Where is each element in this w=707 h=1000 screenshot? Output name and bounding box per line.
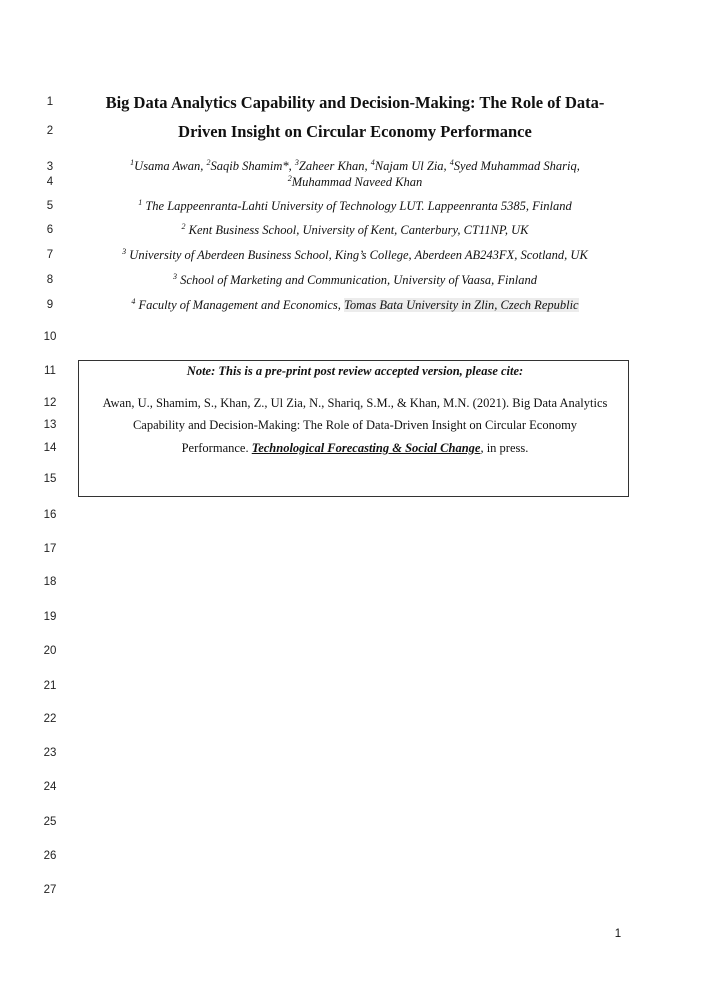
line-number: 2 (46, 125, 54, 137)
line-number: 13 (43, 419, 57, 431)
affiliation-text: School of Marketing and Communication, University of Vaasa, Finland (176, 273, 538, 287)
line-number: 4 (46, 176, 54, 188)
author-name: Usama Awan, (134, 159, 207, 173)
line-number: 17 (43, 543, 57, 555)
author-superscript: 2 (206, 157, 211, 167)
affiliation (80, 223, 630, 238)
citation-line-2: Capability and Decision-Making: The Role of Data-Driven Insight on Circular Economy (132, 418, 578, 432)
line-number: 27 (43, 884, 57, 896)
author-list-line-2 (80, 175, 630, 190)
citation-text: , in press. (480, 441, 529, 455)
affiliation (80, 248, 630, 263)
affiliation-superscript: 2 (181, 221, 186, 231)
author-superscript: 4 (370, 157, 375, 167)
author-superscript: 1 (130, 157, 135, 167)
affiliation-text: University of Aberdeen Business School, King’s College, Aberdeen AB243FX, Scotland, UK (126, 248, 588, 262)
author-name: Saqib Shamim*, (210, 159, 295, 173)
author-name: Najam Ul Zia, (374, 159, 450, 173)
note-heading: Note: This is a pre-print post review accepted version, please cite: (186, 364, 524, 378)
citation-text: Performance. (181, 441, 252, 455)
line-number: 20 (43, 645, 57, 657)
citation-line-3 (80, 441, 630, 456)
line-number: 1 (46, 96, 54, 108)
line-number: 6 (46, 224, 54, 236)
line-number: 23 (43, 747, 57, 759)
author-name: Zaheer Khan, (298, 159, 371, 173)
line-number: 22 (43, 713, 57, 725)
line-number: 8 (46, 274, 54, 286)
affiliation-text: Kent Business School, University of Kent, Canterbury, CT11NP, UK (185, 223, 529, 237)
author-name: Syed Muhammad Shariq, (453, 159, 580, 173)
line-number: 11 (44, 365, 56, 377)
line-number: 16 (43, 509, 57, 521)
citation-line-1: Awan, U., Shamim, S., Khan, Z., Ul Zia, N., Shariq, S.M., & Khan, M.N. (2021). Big Data Analytics (102, 396, 608, 410)
line-number: 12 (43, 397, 57, 409)
author-list (80, 159, 630, 174)
affiliation-highlight: Tomas Bata University in Zlin, Czech Republic (344, 298, 579, 312)
line-number: 21 (43, 680, 57, 692)
paper-title-line-1: Big Data Analytics Capability and Decision-Making: The Role of Data- (105, 93, 605, 112)
affiliation (80, 273, 630, 288)
affiliation (80, 298, 630, 313)
author-superscript: 2 (287, 173, 292, 183)
affiliation-superscript: 4 (131, 296, 136, 306)
line-number: 5 (46, 200, 54, 212)
paper-title-line-2: Driven Insight on Circular Economy Performance (178, 122, 532, 141)
line-number: 18 (43, 576, 57, 588)
page-number: 1 (614, 928, 622, 940)
affiliation-superscript: 3 (122, 246, 127, 256)
line-number: 9 (46, 299, 54, 311)
line-number: 14 (43, 442, 57, 454)
author-superscript: 3 (294, 157, 299, 167)
journal-link[interactable]: Technological Forecasting & Social Change (251, 441, 481, 455)
line-number: 7 (46, 249, 54, 261)
line-number: 15 (43, 473, 57, 485)
line-number: 3 (46, 161, 54, 173)
line-number: 26 (43, 850, 57, 862)
line-number: 19 (43, 611, 57, 623)
line-number: 25 (43, 816, 57, 828)
author-name: Muhammad Naveed Khan (291, 175, 423, 189)
affiliation (80, 199, 630, 214)
affiliation-text: The Lappeenranta-Lahti University of Technology LUT. Lappeenranta 5385, Finland (142, 199, 572, 213)
line-number: 24 (43, 781, 57, 793)
affiliation-superscript: 3 (172, 271, 177, 281)
line-number: 10 (43, 331, 57, 343)
author-superscript: 4 (449, 157, 454, 167)
affiliation-superscript: 1 (138, 197, 143, 207)
affiliation-text: Faculty of Management and Economics, (135, 298, 345, 312)
